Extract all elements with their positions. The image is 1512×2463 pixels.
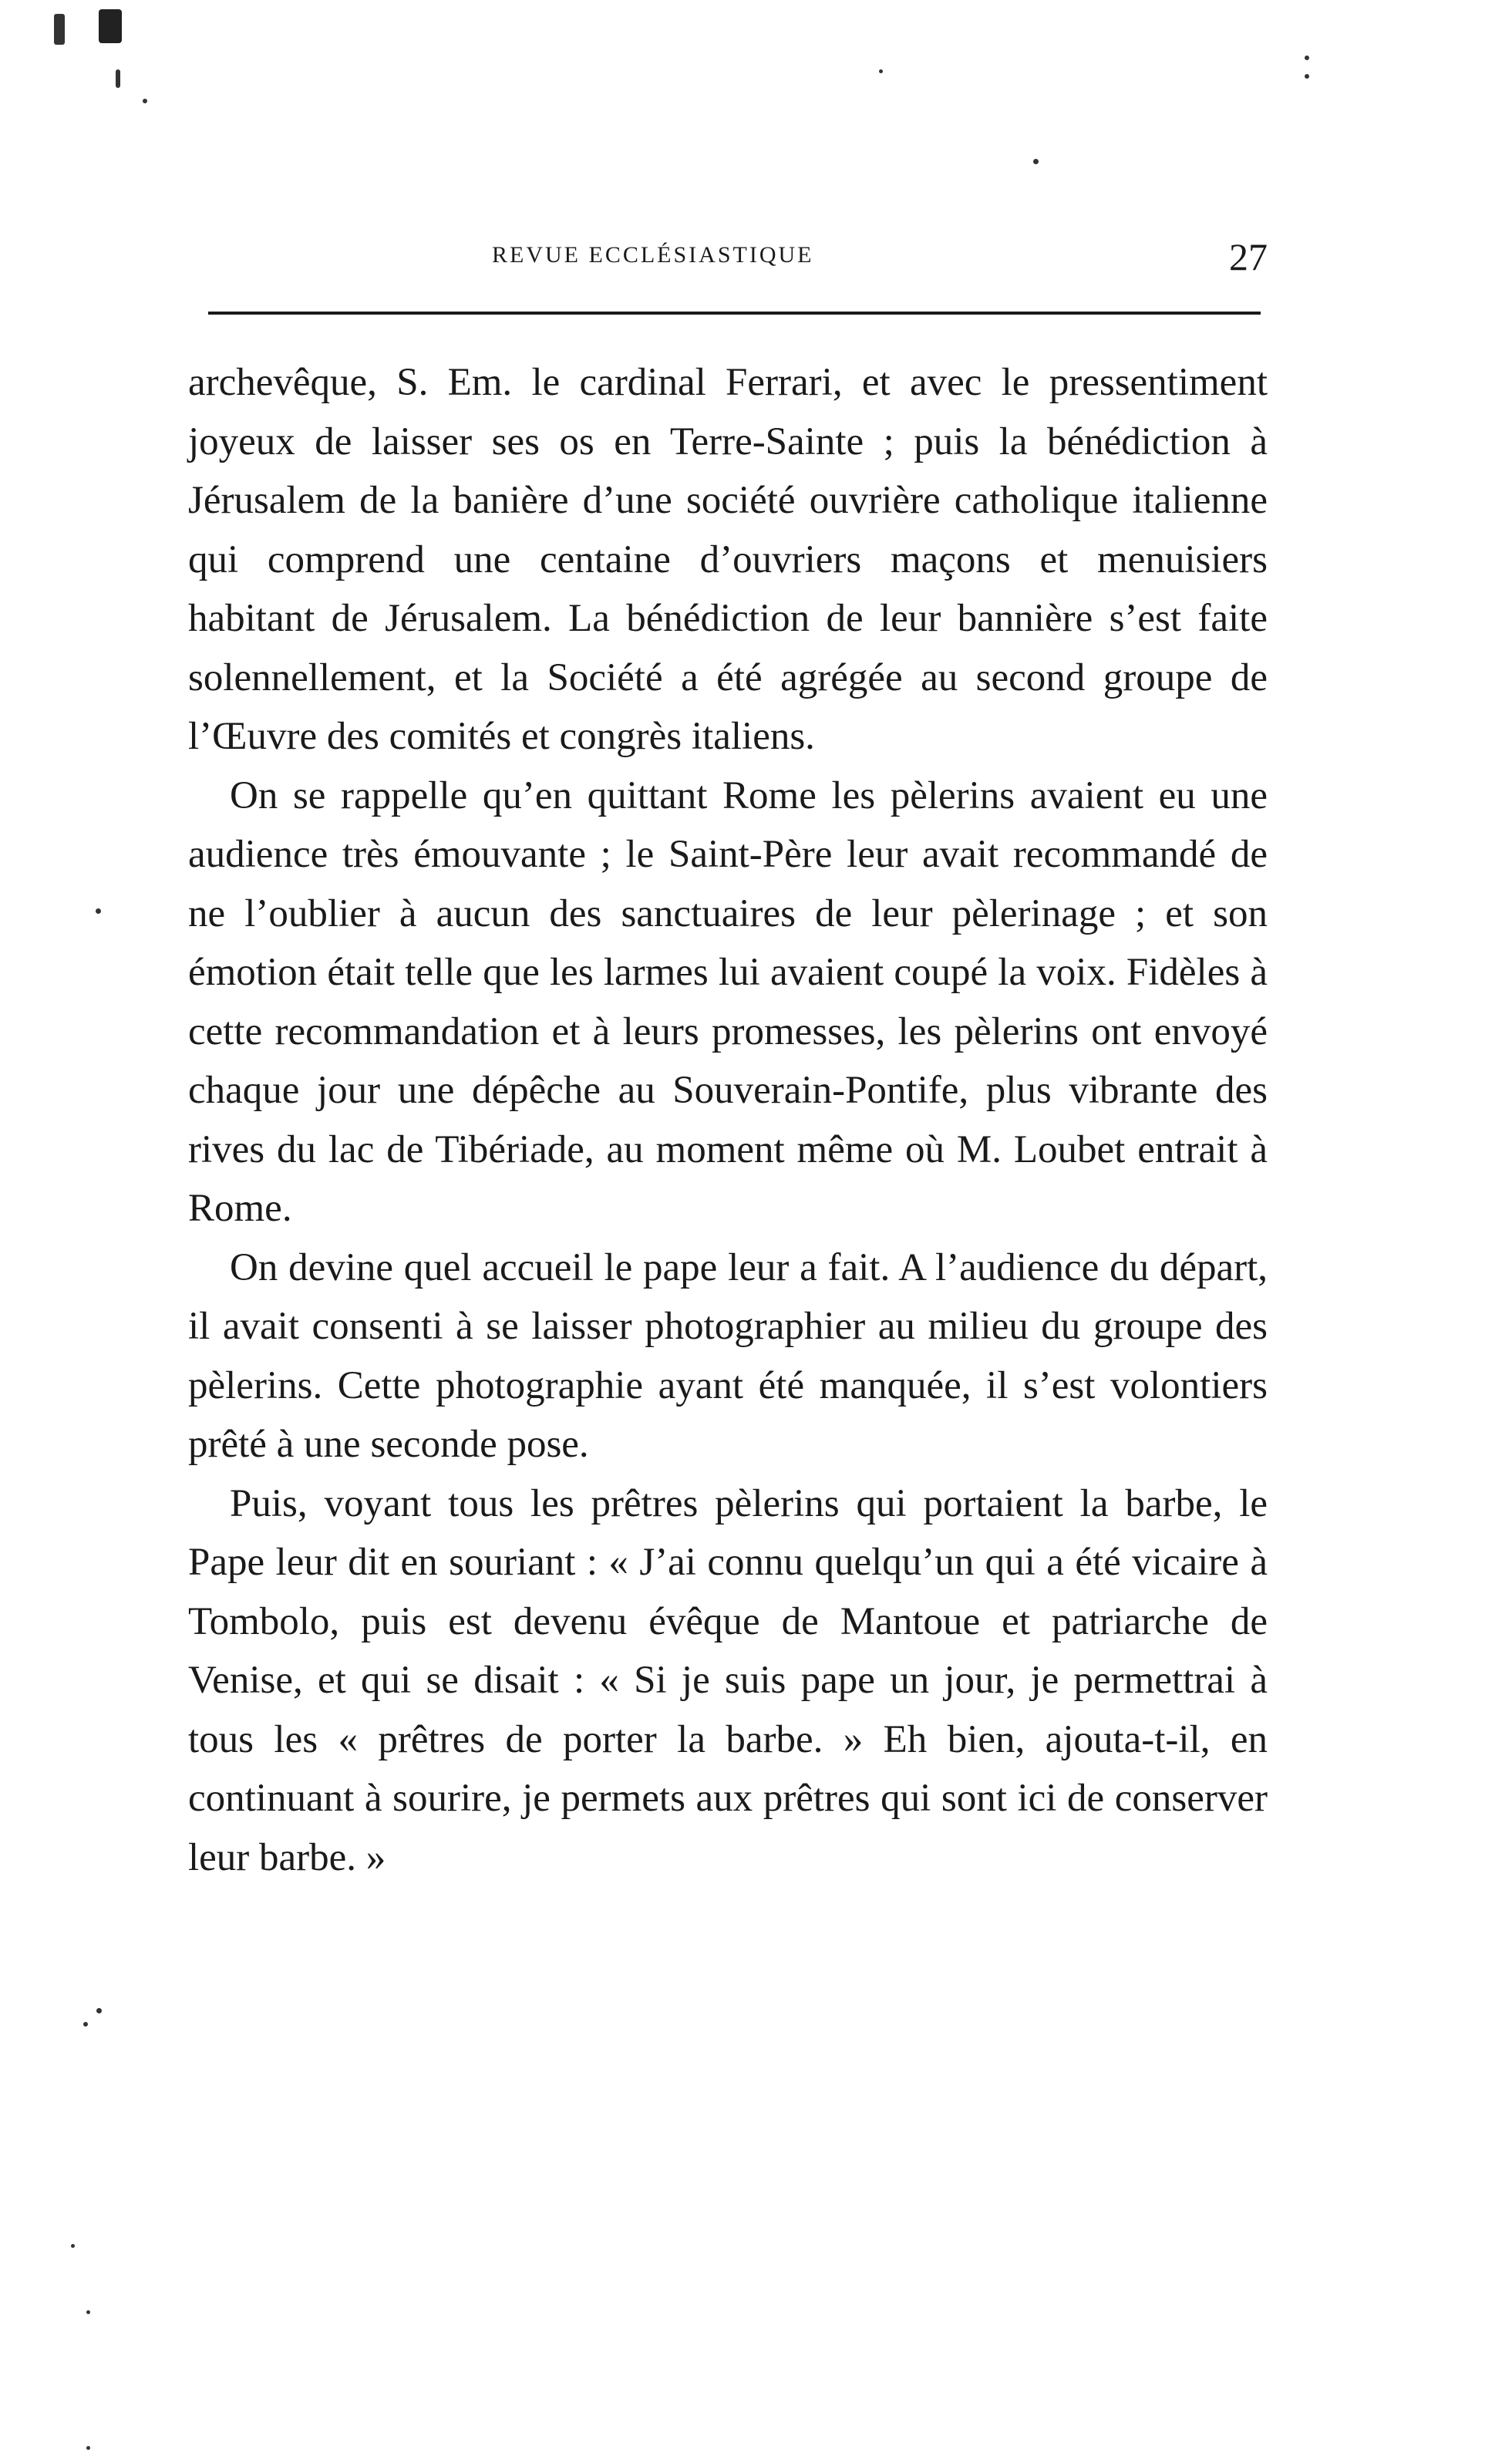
scan-speck	[1033, 159, 1039, 164]
page-number: 27	[1229, 235, 1268, 278]
paragraph-2: On se rappelle qu’en quittant Rome les pèlerins avaient eu une audience très émouvante ; le Saint-Père leur avait recommandé de ne l’oublier à aucun des sanctuaires de leur pèlerinage ; et son émotion était telle que les larmes lui avaient coupé la voix. Fidèles à cette recommandation et à leurs promesses, les pèlerins ont envoyé chaque jour une dépêche au Souverain-Pontife, plus vibrante des rives du lac de Tibériade, au moment même où M. Loubet entrait à Rome.	[188, 773, 1268, 1230]
scan-speck	[83, 2022, 88, 2027]
scan-speck	[71, 2244, 75, 2248]
running-head	[188, 224, 1268, 285]
scan-speck	[54, 14, 65, 45]
scan-speck	[99, 9, 122, 43]
scan-speck	[879, 69, 883, 73]
running-title: REVUE ECCLÉSIASTIQUE	[492, 242, 814, 268]
paragraph-4: Puis, voyant tous les prêtres pèlerins qui portaient la barbe, le Pape leur dit en souriant : « J’ai connu quelqu’un qui a été vicaire à Tombolo, puis est devenu évêque de Mantoue et patriarche de Venise, et qui se disait : « Si je suis pape un jour, je permettrai à tous les « prêtres de porter la barbe. » Eh bien, ajouta-t-il, en continuant à sourire, je permets aux prêtres qui sont ici de conserver leur barbe. »	[188, 1481, 1268, 1879]
paragraph-3: On devine quel accueil le pape leur a fait. A l’audience du départ, il avait consenti à se laisser photographier au milieu du groupe des pèlerins. Cette photographie ayant été manquée, il s’est volontiers prêté à une seconde pose.	[188, 1245, 1268, 1466]
scan-speck	[1305, 56, 1309, 60]
header-rule	[208, 312, 1261, 315]
scan-speck	[86, 2446, 90, 2450]
scan-speck	[143, 99, 147, 103]
scan-speck	[1305, 74, 1309, 79]
scan-speck	[96, 2008, 102, 2013]
scan-speck	[96, 908, 101, 914]
paragraph-1: archevêque, S. Em. le cardinal Ferrari, et avec le pressentiment joyeux de laisser ses os en Terre-Sainte ; puis la bénédiction à Jérusalem de la banière d’une société ouvrière catholique italienne qui comprend une centaine d’ouvriers maçons et menuisiers habitant de Jérusalem. La bénédiction de leur bannière s’est faite solennellement, et la Société a été agrégée au second groupe de l’Œuvre des comités et congrès italiens.	[188, 361, 1268, 758]
scan-speck	[86, 2310, 90, 2314]
scan-speck	[116, 69, 120, 88]
body-text	[188, 353, 1268, 1887]
